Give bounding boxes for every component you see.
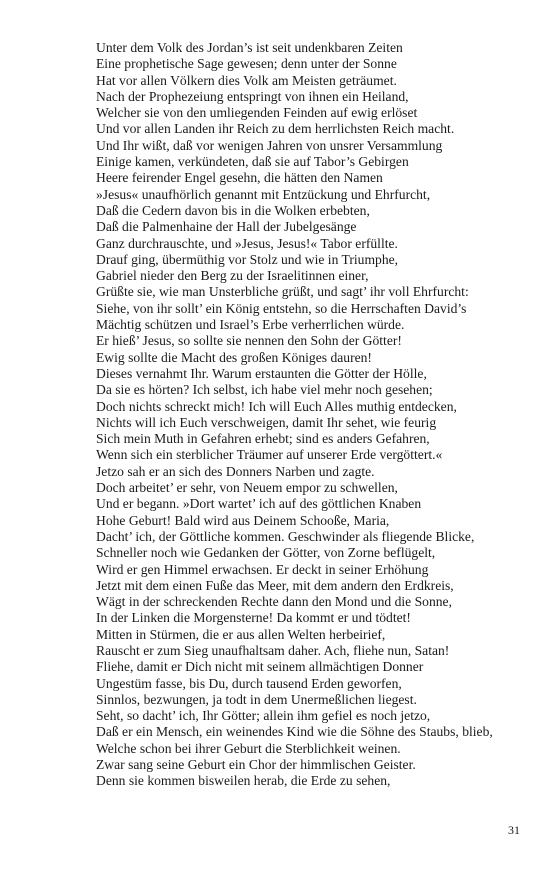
verse-line: Er hieß’ Jesus, so sollte sie nennen den Sohn der Götter! bbox=[96, 333, 402, 349]
verse-line: Siehe, von ihr sollt’ ein König entstehn, so die Herrschaften David’s bbox=[96, 300, 467, 316]
verse-line: Dacht’ ich, der Göttliche kommen. Geschwinder als fliegende Blicke, bbox=[96, 528, 475, 544]
verse-line: Doch nichts schreckt mich! Ich will Euch Alles muthig entdecken, bbox=[96, 398, 457, 414]
verse-line: Mächtig schützen und Israel’s Erbe verherrlichen würde. bbox=[96, 317, 405, 333]
verse-line: Daß die Palmenhaine der Hall der Jubelgesänge bbox=[96, 219, 357, 235]
verse-line: Zwar sang seine Geburt ein Chor der himmlischen Geister. bbox=[96, 757, 416, 773]
verse-line: Wenn sich ein sterblicher Träumer auf unserer Erde vergöttert.« bbox=[96, 447, 443, 463]
verse-line: Seht, so dacht’ ich, Ihr Götter; allein ihm gefiel es noch jetzo, bbox=[96, 708, 431, 724]
verse-line: Fliehe, damit er Dich nicht mit seinem allmächtigen Donner bbox=[96, 659, 424, 675]
verse-line: Hat vor allen Völkern dies Volk am Meisten geträumet. bbox=[96, 72, 397, 88]
verse-line: Und er begann. »Dort wartet’ ich auf des göttlichen Knaben bbox=[96, 496, 422, 512]
verse-line: Grüßte sie, wie man Unsterbliche grüßt, und sagt’ ihr voll Ehrfurcht: bbox=[96, 284, 469, 300]
verse-line: Doch arbeitet’ er sehr, von Neuem empor zu schwellen, bbox=[96, 480, 398, 496]
verse-line: Eine prophetische Sage gewesen; denn unter der Sonne bbox=[96, 56, 397, 72]
verse-line: Unter dem Volk des Jordan’s ist seit undenkbaren Zeiten bbox=[96, 40, 403, 55]
verse-line: Sich mein Muth in Gefahren erhebt; sind es anders Gefahren, bbox=[96, 431, 430, 447]
verse-line: Und Ihr wißt, daß vor wenigen Jahren von unsrer Versammlung bbox=[96, 137, 443, 153]
verse-line: Und vor allen Landen ihr Reich zu dem herrlichsten Reich macht. bbox=[96, 121, 455, 137]
verse-line: »Jesus« unaufhörlich genannt mit Entzückung und Ehrfurcht, bbox=[96, 186, 431, 202]
verse-line: Mitten in Stürmen, die er aus allen Welten herbeirief, bbox=[96, 626, 386, 642]
verse-line: Wägt in der schreckenden Rechte dann den Mond und die Sonne, bbox=[96, 594, 452, 610]
verse-line: Daß die Cedern davon bis in die Wolken erbebten, bbox=[96, 202, 370, 218]
verse-line: Ewig sollte die Macht des großen Königes dauren! bbox=[96, 349, 372, 365]
verse-line: Daß er ein Mensch, ein weinendes Kind wie die Söhne des Staubs, blieb, bbox=[96, 724, 493, 740]
verse-line: Schneller noch wie Gedanken der Götter, von Zorne beflügelt, bbox=[96, 545, 436, 561]
verse-line: Welche schon bei ihrer Geburt die Sterblichkeit weinen. bbox=[96, 740, 401, 756]
verse-line: Jetzt mit dem einen Fuße das Meer, mit dem andern den Erdkreis, bbox=[96, 577, 454, 593]
verse-line: Ganz durchrauschte, und »Jesus, Jesus!« Tabor erfüllte. bbox=[96, 235, 398, 251]
verse-line: Heere feirender Engel gesehn, die hätten den Namen bbox=[96, 170, 383, 186]
verse-line: Sinnlos, bezwungen, ja todt in dem Unermeßlichen liegest. bbox=[96, 691, 417, 707]
verse-line: Welcher sie von den umliegenden Feinden auf ewig erlöset bbox=[96, 105, 418, 121]
verse-line: Dieses vernahmt Ihr. Warum erstaunten die Götter der Hölle, bbox=[96, 365, 427, 381]
verse-line: Rauscht er zum Sieg unaufhaltsam daher. Ach, fliehe nun, Satan! bbox=[96, 642, 450, 658]
verse-line: Gabriel nieder den Berg zu der Israelitinnen einer, bbox=[96, 268, 369, 284]
verse-line: Hohe Geburt! Bald wird aus Deinem Schooße, Maria, bbox=[96, 512, 390, 528]
verse-line: Wird er gen Himmel erwachsen. Er deckt in seiner Erhöhung bbox=[96, 561, 429, 577]
verse-line: Ungestüm fasse, bis Du, durch tausend Erden geworfen, bbox=[96, 675, 402, 691]
verse-line: Denn sie kommen bisweilen herab, die Erde zu sehen, bbox=[96, 773, 391, 789]
poem-text bbox=[96, 40, 526, 790]
verse-line: Einige kamen, verkündeten, daß sie auf Tabor’s Gebirgen bbox=[96, 154, 409, 170]
verse-line: Jetzo sah er an sich des Donners Narben und zagte. bbox=[96, 463, 375, 479]
verse-line: Da sie es hörten? Ich selbst, ich habe viel mehr noch gesehen; bbox=[96, 382, 433, 398]
verse-line: Drauf ging, übermüthig vor Stolz und wie in Triumphe, bbox=[96, 251, 399, 267]
verse-line: Nichts will ich Euch verschweigen, damit Ihr sehet, wie feurig bbox=[96, 414, 437, 430]
verse-line: In der Linken die Morgensterne! Da kommt er und tödtet! bbox=[96, 610, 411, 626]
page-number: 31 bbox=[508, 823, 520, 837]
verse-line: Nach der Prophezeiung entspringt von ihnen ein Heiland, bbox=[96, 88, 409, 104]
